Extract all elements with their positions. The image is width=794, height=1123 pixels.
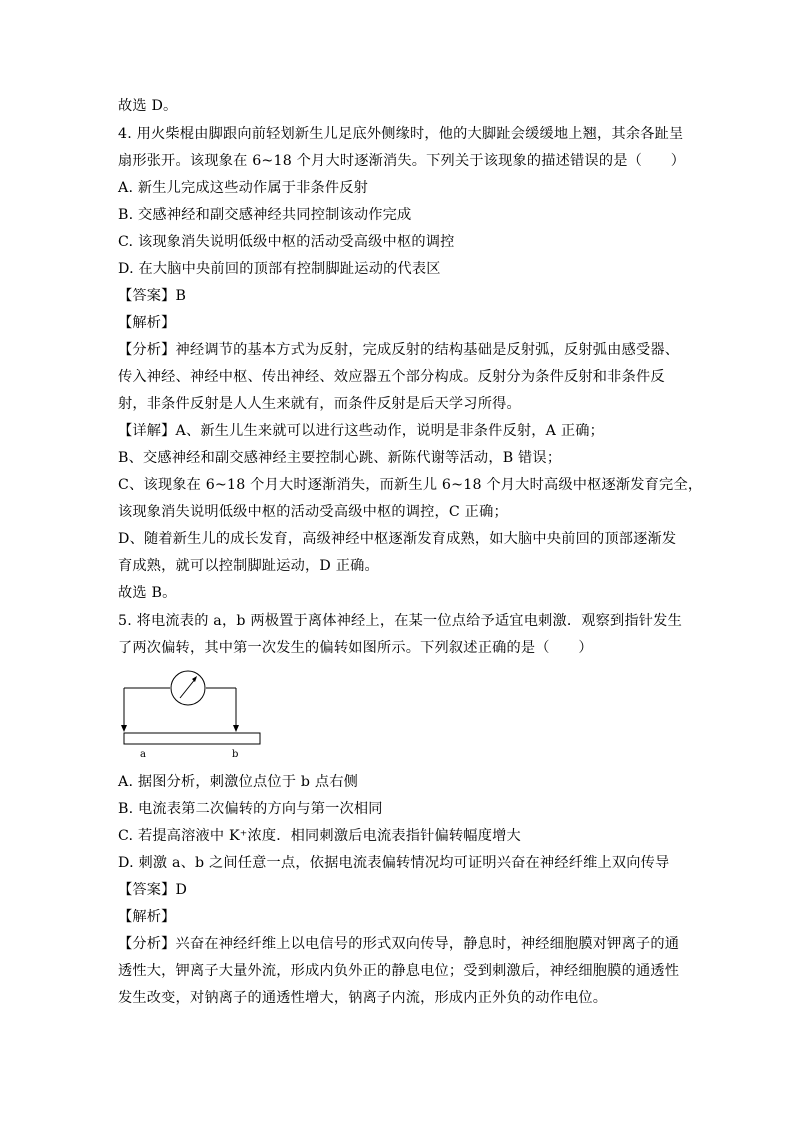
option-c: C. 该现象消失说明低级中枢的活动受高级中枢的调控 [118,234,455,250]
nerve-fiber [124,733,260,744]
analysis-text: 发生改变，对钠离子的通透性增大，钠离子内流，形成内正外负的动作电位。 [118,990,608,1006]
option-b: B. 电流表第二次偏转的方向与第一次相同 [118,801,383,817]
ammeter-nerve-figure [118,668,268,760]
analysis-text: 透性大，钾离子大量外流，形成内负外正的静息电位；受到刺激后，神经细胞膜的通透性 [118,963,680,979]
option-a: A. 新生儿完成这些动作属于非条件反射 [118,180,369,196]
analysis-text: 射，非条件反射是人人生来就有，而条件反射是后天学习所得。 [118,396,521,412]
question-4-stem: 4. 用火柴棍由脚跟向前轻划新生儿足底外侧缘时，他的大脚趾会缓缓地上翘，其余各趾呈 [118,126,684,142]
analysis-heading: 【解析】 [118,315,176,331]
detail-text: 该现象消失说明低级中枢的活动受高级中枢的调控，C 正确； [118,504,508,520]
option-a: A. 据图分析，刺激位点位于 b 点右侧 [118,774,358,790]
option-c: C. 若提高溶液中 K⁺浓度．相同刺激后电流表指针偏转幅度增大 [118,828,521,844]
analysis-text: 传入神经、神经中枢、传出神经、效应器五个部分构成。反射分为条件反射和非条件反 [118,369,665,385]
ammeter-icon [171,671,205,705]
question-5-stem: 5. 将电流表的 a，b 两极置于离体神经上，在某一位点给予适宜电刺激．观察到指针发生 [118,613,682,629]
detail-text: C、该现象在 6~18 个月大时逐渐消失，而新生儿 6~18 个月大时高级中枢逐渐发育完全， [118,477,703,493]
electrode-label-b: b [232,749,239,760]
detail-text: 【详解】A、新生儿生来就可以进行这些动作，说明是非条件反射，A 正确； [118,423,605,439]
option-d: D. 在大脑中央前回的顶部有控制脚趾运动的代表区 [118,261,441,277]
detail-text: 育成熟，就可以控制脚趾运动，D 正确。 [118,558,379,574]
option-b: B. 交感神经和副交感神经共同控制该动作完成 [118,207,412,223]
answer-label: 【答案】D [118,882,188,898]
electrode-label-a: a [140,749,146,760]
conclusion-text: 故选 B。 [118,585,177,601]
analysis-text: 【分析】兴奋在神经纤维上以电信号的形式双向传导，静息时，神经细胞膜对钾离子的通 [118,936,680,952]
analysis-text: 【分析】神经调节的基本方式为反射，完成反射的结构基础是反射弧，反射弧由感受器、 [118,342,680,358]
detail-text: D、随着新生儿的成长发育，高级神经中枢逐渐发育成熟，如大脑中央前回的顶部逐渐发 [118,531,677,547]
detail-text: B、交感神经和副交感神经主要控制心跳、新陈代谢等活动，B 错误； [118,450,562,466]
option-d: D. 刺激 a、b 之间任意一点，依据电流表偏转情况均可证明兴奋在神经纤维上双向传导 [118,855,670,871]
text-line: 故选 D。 [118,98,178,114]
question-4-stem-cont: 扇形张开。该现象在 6~18 个月大时逐渐消失。下列关于该现象的描述错误的是（ ） [118,153,686,169]
analysis-heading: 【解析】 [118,909,176,925]
answer-label: 【答案】B [118,288,187,304]
question-5-stem-cont: 了两次偏转，其中第一次发生的偏转如图所示。下列叙述正确的是（ ） [118,640,593,656]
